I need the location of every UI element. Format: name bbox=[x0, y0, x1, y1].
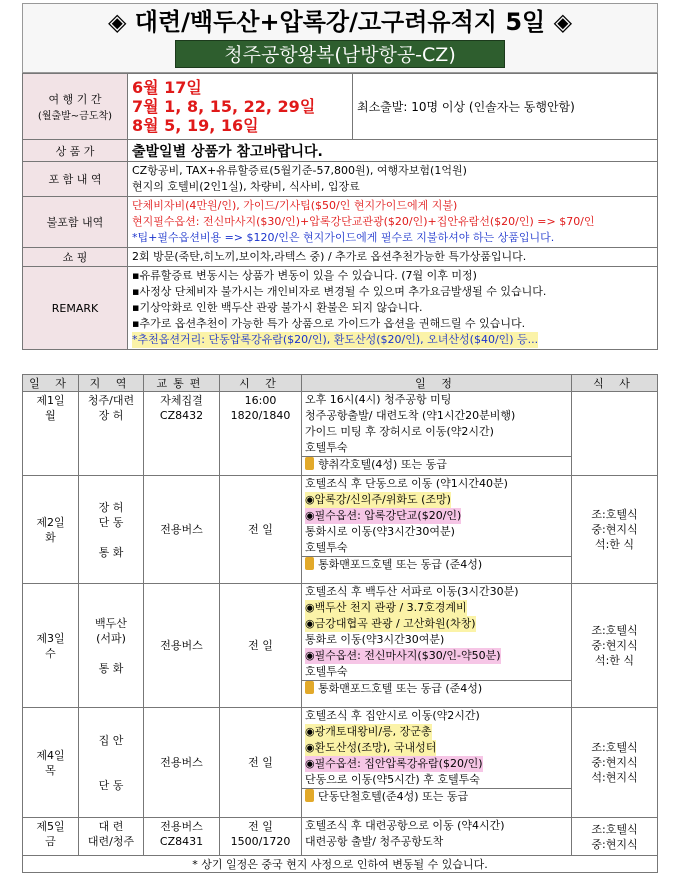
hotel-icon bbox=[305, 557, 314, 570]
meals-cell bbox=[572, 392, 658, 476]
hotel-line: 단동단철호텔(준4성) 또는 동급 bbox=[302, 788, 571, 805]
departure-dates: 6월 17일 7월 1, 8, 15, 22, 29일 8월 5, 19, 16일 bbox=[128, 74, 353, 140]
remark-text: ▪유류할증료 변동시는 상품가 변동이 있을 수 있습니다. (7월 이후 미정) ▪사정상 단체비자 불가시는 개인비자로 변경될 수 있으며 추가요금발생될 수 있습니다. ▪기상악화로 인한 백두산 관광 불가시 환불은 되지 않습니다. ▪추가로 옵션추천이 가능한 특가 상품으로 가이드가 옵션을 권해드릴 수 있습니다. *추천옵션거리: 단동압록강유람($20/인), 환도산성($20/인), 오녀산성($40/인) 등... bbox=[128, 267, 658, 350]
col-region: 지 역 bbox=[79, 375, 144, 392]
plan-item: ◉백두산 천지 관광 / 3.7호경계비 bbox=[305, 601, 467, 614]
transport-cell: 자체집결 CZ8432 bbox=[144, 392, 220, 476]
plan-item: 청주공항출발/ 대련도착 (약1시간20분비행) bbox=[305, 409, 516, 422]
plan-item: 호텔조식 후 단동으로 이동 (약1시간40분) bbox=[305, 477, 508, 490]
schedule-table bbox=[22, 374, 658, 873]
plan-item: 호텔조식 후 백두산 서파로 이동(3시간30분) bbox=[305, 585, 519, 598]
transport-cell: 전용버스 CZ8431 bbox=[144, 818, 220, 856]
period-label: 여 행 기 간 (월출발~금도착) bbox=[23, 74, 128, 140]
remark-label: REMARK bbox=[23, 267, 128, 350]
col-transport: 교통편 bbox=[144, 375, 220, 392]
footnote: * 상기 일정은 중국 현지 사정으로 인하여 변동될 수 있습니다. bbox=[23, 856, 658, 873]
plan-cell bbox=[302, 476, 572, 584]
region-cell: 청주/대련 장 허 bbox=[79, 392, 144, 476]
plan-item: ◉필수옵션: 압록강단교($20/인) bbox=[305, 509, 462, 522]
plan-item: 호텔조식 후 대련공항으로 이동 (약4시간) bbox=[305, 819, 505, 832]
plan-item: ◉압록강/신의주/위화도 (조망) bbox=[305, 493, 451, 506]
price-label: 상 품 가 bbox=[23, 140, 128, 162]
include-text: CZ항공비, TAX+유류할증료(5월기준-57,800원), 여행자보험(1억원) 현지의 호텔비(2인1실), 차량비, 식사비, 입장료 bbox=[128, 162, 658, 197]
plan-item: 통화로 이동(약3시간30여분) bbox=[305, 633, 445, 646]
region-cell: 장 허 단 동 통 화 bbox=[79, 476, 144, 584]
day-cell: 제3일 수 bbox=[23, 584, 79, 708]
day-cell: 제1일 월 bbox=[23, 392, 79, 476]
transport-cell: 전용버스 bbox=[144, 476, 220, 584]
page-subtitle: 청주공항왕복(남방항공-CZ) bbox=[175, 40, 505, 68]
col-day: 일 자 bbox=[23, 375, 79, 392]
plan-item: 호텔투숙 bbox=[305, 541, 348, 554]
shopping-text: 2회 방문(죽탄,히노끼,보이차,라텍스 중) / 추가로 옵션추천가능한 특가상품입니다. bbox=[128, 248, 658, 267]
time-cell: 전 일 bbox=[220, 708, 302, 818]
title-banner bbox=[22, 3, 658, 73]
schedule-body bbox=[23, 392, 658, 856]
exclude-text: 단체비자비(4만원/인), 가이드/기사팁($50/인 현지가이드에게 지불) 현지필수옵션: 전신마사지($30/인)+압록강단교관광($20/인)+집안유람선($20/인) => $70/인 *팁+필수옵션비용 => $120/인은 현지가이드에게 필수로 지불하셔야 하는 상품입니다. bbox=[128, 197, 658, 248]
info-table bbox=[22, 73, 658, 350]
day-cell: 제2일 화 bbox=[23, 476, 79, 584]
region-cell: 백두산 (서파) 통 화 bbox=[79, 584, 144, 708]
transport-cell: 전용버스 bbox=[144, 584, 220, 708]
plan-item: 호텔투숙 bbox=[305, 441, 348, 454]
meals-cell: 조:호텔식 중:현지식 bbox=[572, 818, 658, 856]
include-label: 포 함 내 역 bbox=[23, 162, 128, 197]
transport-cell: 전용버스 bbox=[144, 708, 220, 818]
meals-cell: 조:호텔식 중:현지식 석:한 식 bbox=[572, 476, 658, 584]
meals-cell: 조:호텔식 중:현지식 석:한 식 bbox=[572, 584, 658, 708]
plan-item: 호텔조식 후 집안시로 이동(약2시간) bbox=[305, 709, 480, 722]
time-cell: 전 일 1500/1720 bbox=[220, 818, 302, 856]
plan-item: 통화시로 이동(약3시간30여분) bbox=[305, 525, 455, 538]
plan-item: 가이드 미팅 후 장허시로 이동(약2시간) bbox=[305, 425, 494, 438]
remark-options: *추천옵션거리: 단동압록강유람($20/인), 환도산성($20/인), 오녀산성($40/인) 등... bbox=[132, 333, 539, 346]
plan-item: ◉광개토대왕비/릉, 장군총 bbox=[305, 725, 432, 738]
meals-cell: 조:호텔식 중:현지식 석:현지식 bbox=[572, 708, 658, 818]
schedule-row bbox=[23, 392, 658, 476]
schedule-row bbox=[23, 708, 658, 818]
plan-item: 오후 16시(4시) 청주공항 미팅 bbox=[305, 393, 452, 406]
region-cell: 집 안 단 동 bbox=[79, 708, 144, 818]
plan-item: 대련공항 출발/ 청주공항도착 bbox=[305, 835, 444, 848]
exclude-label: 불포함 내역 bbox=[23, 197, 128, 248]
plan-cell bbox=[302, 818, 572, 856]
plan-cell bbox=[302, 392, 572, 476]
schedule-row bbox=[23, 476, 658, 584]
page-title: ◈ 대련/백두산+압록강/고구려유적지 5일 ◈ bbox=[107, 8, 573, 36]
plan-item: ◉필수옵션: 전신마사지($30/인-약50분) bbox=[305, 649, 501, 662]
hotel-line: 향취각호텔(4성) 또는 동급 bbox=[302, 456, 571, 473]
hotel-icon bbox=[305, 681, 314, 694]
time-cell: 전 일 bbox=[220, 584, 302, 708]
col-time: 시 간 bbox=[220, 375, 302, 392]
schedule-row bbox=[23, 818, 658, 856]
min-departure: 최소출발: 10명 이상 (인솔자는 동행안함) bbox=[353, 74, 658, 140]
plan-item: ◉금강대협곡 관광 / 고산화원(차창) bbox=[305, 617, 476, 630]
price-text: 출발일별 상품가 참고바랍니다. bbox=[128, 140, 658, 162]
plan-cell bbox=[302, 584, 572, 708]
plan-item: ◉필수옵션: 집안압록강유람($20/인) bbox=[305, 757, 483, 770]
hotel-icon bbox=[305, 789, 314, 802]
schedule-row bbox=[23, 584, 658, 708]
hotel-line: 통화맨포드호텔 또는 동급 (준4성) bbox=[302, 556, 571, 573]
time-cell: 전 일 bbox=[220, 476, 302, 584]
plan-item: 단동으로 이동(약5시간) 후 호텔투숙 bbox=[305, 773, 480, 786]
day-cell: 제4일 목 bbox=[23, 708, 79, 818]
plan-cell bbox=[302, 708, 572, 818]
col-meals: 식 사 bbox=[572, 375, 658, 392]
time-cell: 16:00 1820/1840 bbox=[220, 392, 302, 476]
plan-item: 호텔투숙 bbox=[305, 665, 348, 678]
hotel-icon bbox=[305, 457, 314, 470]
hotel-line: 통화맨포드호텔 또는 동급 (준4성) bbox=[302, 680, 571, 697]
shopping-label: 쇼 핑 bbox=[23, 248, 128, 267]
region-cell: 대 련 대련/청주 bbox=[79, 818, 144, 856]
col-plan: 일 정 bbox=[302, 375, 572, 392]
plan-item: ◉환도산성(조망), 국내성터 bbox=[305, 741, 437, 754]
day-cell: 제5일 금 bbox=[23, 818, 79, 856]
